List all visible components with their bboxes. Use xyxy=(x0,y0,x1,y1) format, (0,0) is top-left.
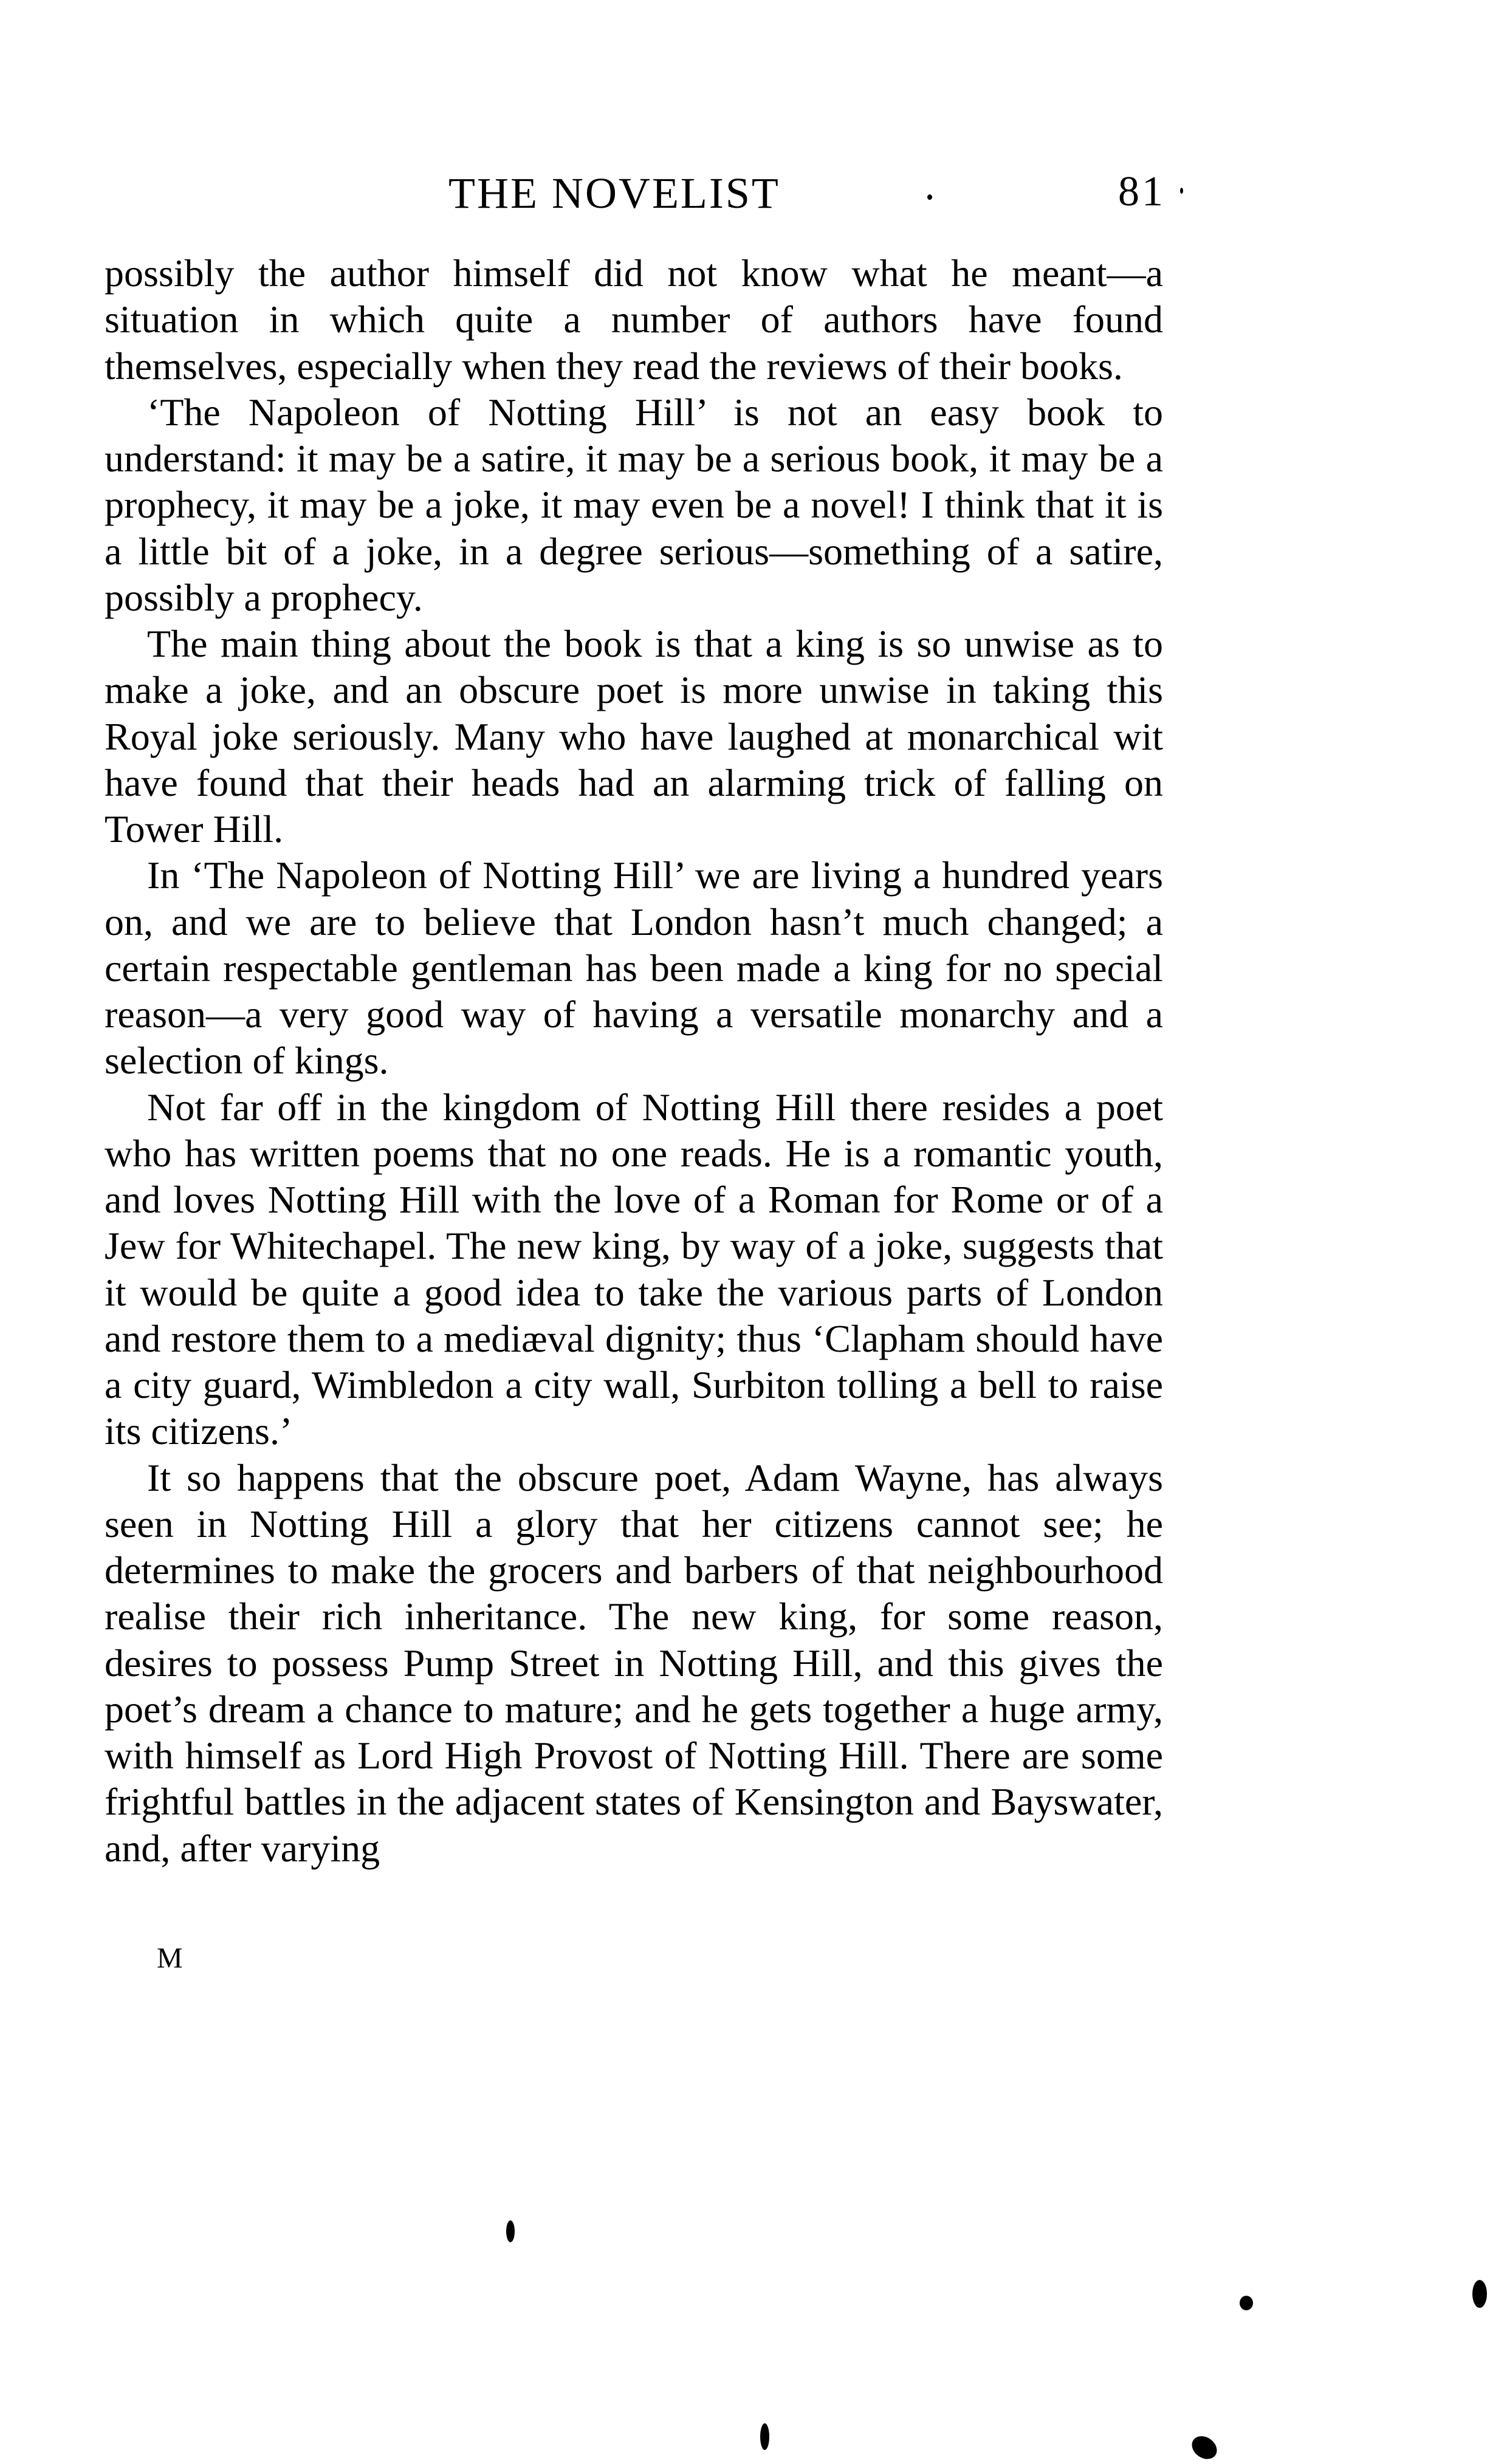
paragraph: It so happens that the obscure poet, Adam Wayne, has always seen in Notting Hill a glory that her citizens cannot see; he determines to make the grocers and barbers of that neighbourhood realise their rich inheritance. The new king, for some reason, desires to possess Pump Street in Notting Hill, and this gives the poet’s dream a chance to mature; and he gets together a huge army, with himself as Lord High Provost of Notting Hill. There are some frightful battles in the adjacent states of Kensington and Bayswater, and, after varying xyxy=(105,1456,1163,1870)
paragraph: Not far off in the kingdom of Notting Hill there resides a poet who has written poems that no one reads. He is a romantic youth, and loves Notting Hill with the love of a Roman for Rome or of a Jew for Whitechapel. The new king, by way of a joke, suggests that it would be quite a good idea to take the various parts of London and restore them to a mediæval dignity; thus ‘Clapham should have a city guard, Wimbledon a city wall, Surbiton tolling a bell to raise its citizens.’ xyxy=(105,1085,1163,1453)
body-text xyxy=(105,250,1163,1872)
paragraph: ‘The Napoleon of Notting Hill’ is not an easy book to understand: it may be a satire, it may be a serious book, it may be a prophecy, it may be a joke, it may even be a novel! I think that it is a little bit of a joke, in a degree serious—something of a satire, possibly a prophecy. xyxy=(105,390,1163,619)
paragraph-continued: possibly the author himself did not know what he meant—a situation in which quite a number of authors have found themselves, especially when they read the reviews of their books. xyxy=(105,252,1163,388)
page-number: 81 xyxy=(1118,168,1165,215)
running-head xyxy=(0,0,1507,243)
scan-speck xyxy=(927,194,932,200)
paragraph: The main thing about the book is that a king is so unwise as to make a joke, and an obscure poet is more unwise in taking this Royal joke seriously. Many who have laughed at monarchical wit have found that their heads had an alarming trick of falling on Tower Hill. xyxy=(105,622,1163,850)
scan-speck xyxy=(1240,2296,1253,2310)
scan-speck xyxy=(1472,2280,1487,2308)
scan-speck xyxy=(1187,2431,1221,2463)
paragraph: In ‘The Napoleon of Notting Hill’ we are living a hundred years on, and we are to believe that London hasn’t much changed; a certain respectable gentleman has been made a king for no special reason—a very good way of having a versatile monarchy and a selection of kings. xyxy=(105,854,1163,1083)
signature-mark: M xyxy=(157,1942,183,1974)
scan-speck xyxy=(506,2220,515,2242)
running-head-title: THE NOVELIST xyxy=(448,169,780,217)
scan-speck xyxy=(760,2423,769,2450)
scan-speck xyxy=(1180,188,1183,194)
